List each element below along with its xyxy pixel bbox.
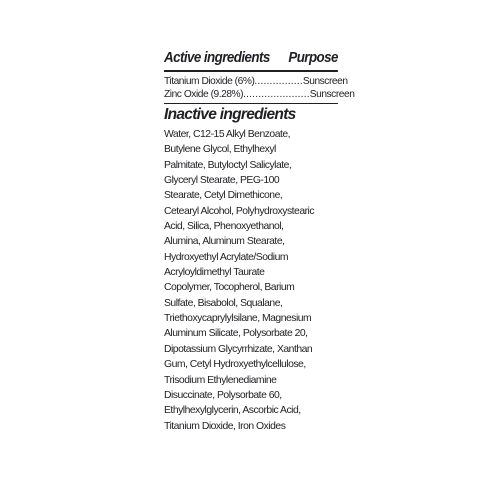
active-ingredient-row xyxy=(164,88,355,101)
active-ingredients-heading: Active ingredients xyxy=(164,50,270,66)
inactive-ingredients-line: Ethylhexylglycerin, Ascorbic Acid, xyxy=(164,405,301,417)
inactive-ingredients-line: Palmitate, Butyloctyl Salicylate, xyxy=(164,159,292,171)
purpose-heading: Purpose xyxy=(288,50,338,66)
active-ingredients-header xyxy=(164,50,338,72)
leader-dots: ................ xyxy=(254,76,303,87)
inactive-ingredients-heading: Inactive ingredients xyxy=(164,106,296,123)
inactive-ingredients-line: Glyceryl Stearate, PEG-100 xyxy=(164,175,280,187)
inactive-ingredients-line: Aluminum Silicate, Polysorbate 20, xyxy=(164,328,308,340)
active-ingredient-name: Zinc Oxide (9.28%) xyxy=(164,89,244,100)
inactive-ingredients-line: Sulfate, Bisabolol, Squalane, xyxy=(164,297,283,309)
leader-dots: ...................... xyxy=(243,89,310,100)
inactive-ingredients-line: Copolymer, Tocopherol, Barium xyxy=(164,282,295,294)
inactive-ingredients-line: Cetearyl Alcohol, Polyhydroxystearic xyxy=(164,205,315,217)
inactive-ingredients-line: Acryloyldimethyl Taurate xyxy=(164,267,265,279)
inactive-ingredients-line: Butylene Glycol, Ethylhexyl xyxy=(164,144,276,156)
inactive-ingredients-line: Gum, Cetyl Hydroxyethylcellulose, xyxy=(164,359,306,371)
inactive-ingredients-text xyxy=(164,127,338,434)
active-ingredient-purpose: Sunscreen xyxy=(302,76,348,87)
active-ingredient-name: Titanium Dioxide (6%) xyxy=(164,76,255,87)
inactive-ingredients-line: Stearate, Cetyl Dimethicone, xyxy=(164,190,283,202)
inactive-ingredients-line: Acid, Silica, Phenoxyethanol, xyxy=(164,221,284,233)
inactive-ingredients-line: Titanium Dioxide, Iron Oxides xyxy=(164,420,286,432)
inactive-ingredients-line: Alumina, Aluminum Stearate, xyxy=(164,236,285,248)
inactive-ingredients-line: Water, C12-15 Alkyl Benzoate, xyxy=(164,129,291,140)
active-ingredient-row xyxy=(164,75,348,88)
active-ingredient-purpose: Sunscreen xyxy=(309,89,355,100)
active-ingredients-list xyxy=(164,72,355,104)
inactive-ingredients-line: Dipotassium Glycyrrhizate, Xanthan xyxy=(164,343,313,355)
inactive-ingredients-line: Disuccinate, Polysorbate 60, xyxy=(164,389,282,401)
inactive-ingredients-line: Triethoxycaprylylsilane, Magnesium xyxy=(164,313,312,325)
inactive-ingredients-line: Trisodium Ethylenediamine xyxy=(164,374,277,386)
inactive-ingredients-line: Hydroxyethyl Acrylate/Sodium xyxy=(164,251,289,263)
ingredients-label xyxy=(164,50,355,434)
